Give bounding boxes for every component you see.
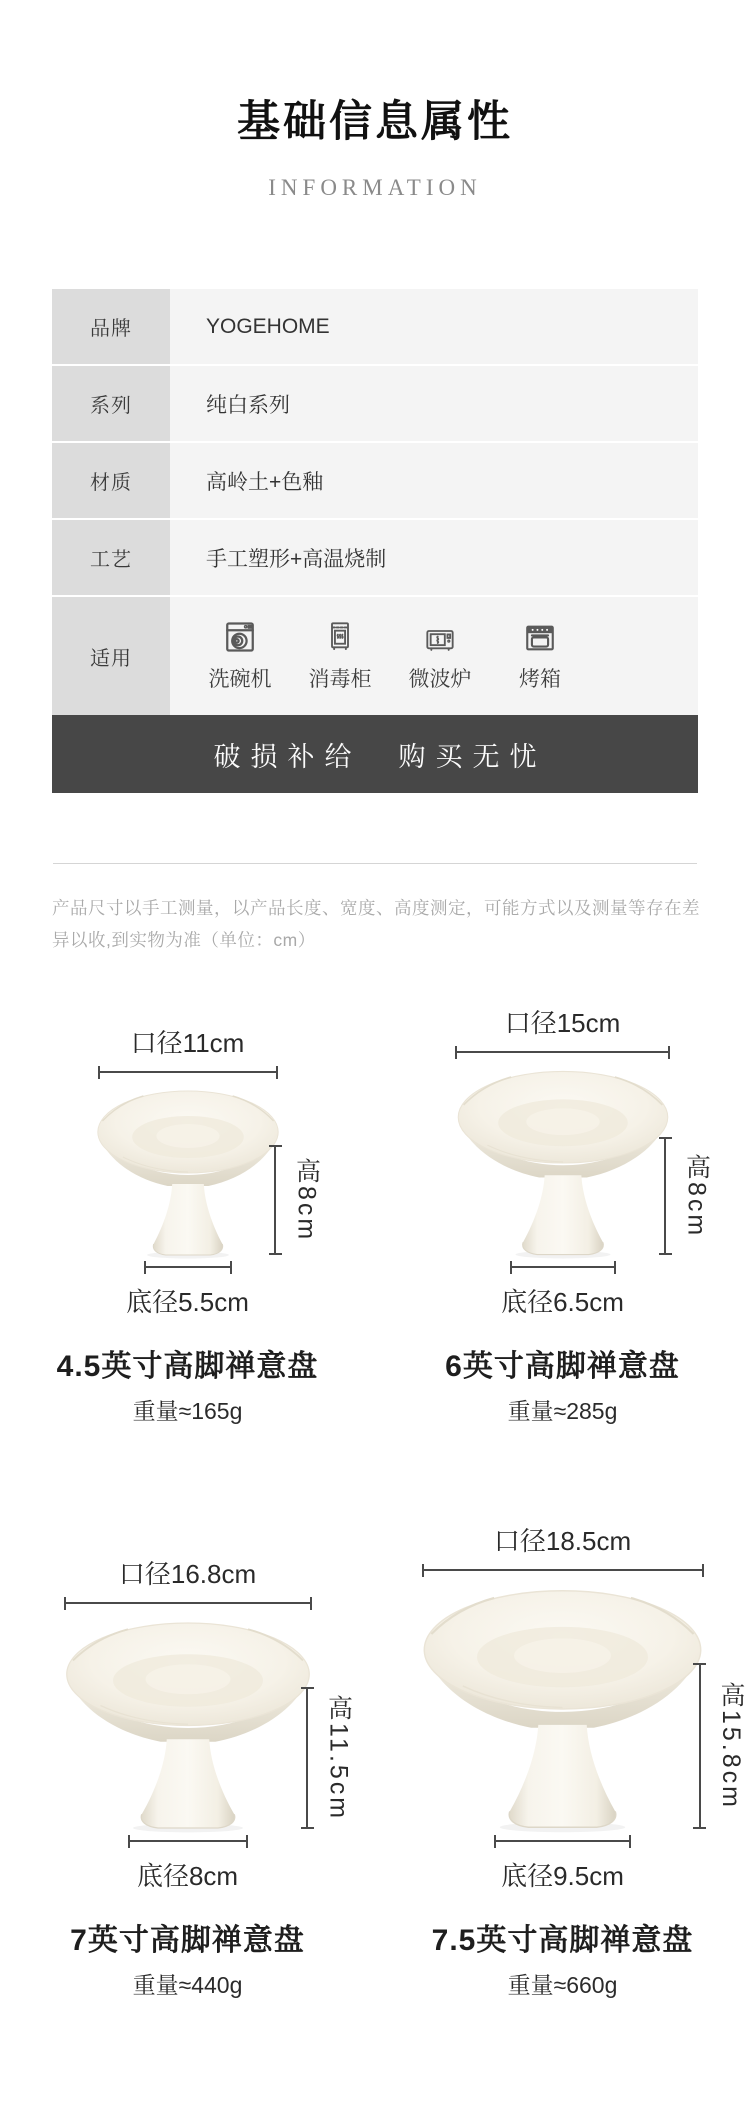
table-row-craft xyxy=(52,520,698,597)
product-name: 7.5英寸高脚禅意盘 xyxy=(431,1923,694,1957)
diameter-label: 口径18.5cm xyxy=(493,1525,632,1556)
applicable-item-oven xyxy=(506,619,574,693)
oven-icon xyxy=(521,619,559,655)
page-subtitle: INFORMATION xyxy=(268,175,482,200)
product-name: 4.5英寸高脚禅意盘 xyxy=(56,1349,319,1383)
product-weight: 重量≈660g xyxy=(507,1971,618,1998)
diameter-measure-line xyxy=(455,1046,670,1059)
row-label: 品牌 xyxy=(52,289,170,364)
product-weight: 重量≈165g xyxy=(132,1397,243,1424)
pedestal-plate-photo xyxy=(455,1067,671,1259)
height-measure-line xyxy=(269,1145,282,1255)
row-value: 纯白系列 xyxy=(170,366,698,441)
section-divider xyxy=(53,863,697,864)
pedestal-plate-photo xyxy=(95,1087,281,1259)
height-measure-line xyxy=(659,1137,672,1255)
product-card-7-5inch xyxy=(420,1521,745,2000)
applicable-label: 洗碗机 xyxy=(208,668,272,691)
height-dimension xyxy=(269,1145,325,1255)
section-header xyxy=(0,88,750,201)
applicable-item-sterilizer xyxy=(306,619,374,693)
diameter-measure-line xyxy=(64,1597,312,1610)
row-label: 系列 xyxy=(52,366,170,441)
applicable-item-dishwasher xyxy=(206,619,274,693)
base-label: 底径6.5cm xyxy=(501,1286,624,1317)
diameter-label: 口径11cm xyxy=(130,1027,245,1058)
row-label: 工艺 xyxy=(52,520,170,595)
pedestal-plate-photo xyxy=(63,1618,313,1833)
applicable-items xyxy=(170,597,698,715)
sterilizer-icon xyxy=(324,619,356,655)
base-label: 底径8cm xyxy=(136,1860,239,1891)
height-label: 高8cm xyxy=(682,1153,711,1238)
height-dimension xyxy=(659,1137,715,1255)
guarantee-banner: 破损补给 购买无忧 xyxy=(52,715,698,793)
dishwasher-icon xyxy=(222,619,258,655)
row-value: 高岭土+色釉 xyxy=(170,443,698,518)
base-measure-line xyxy=(510,1261,616,1274)
diameter-measure-line xyxy=(422,1564,704,1577)
base-measure-line xyxy=(494,1835,631,1848)
diameter-measure-line xyxy=(98,1066,278,1079)
height-dimension xyxy=(693,1663,749,1829)
product-card-6inch xyxy=(445,1003,711,1426)
row-label: 适用 xyxy=(52,597,170,715)
applicable-label: 微波炉 xyxy=(408,668,472,691)
diameter-label: 口径16.8cm xyxy=(118,1558,257,1589)
page-title: 基础信息属性 xyxy=(237,98,513,146)
applicable-label: 烤箱 xyxy=(519,668,561,691)
diameter-label: 口径15cm xyxy=(504,1007,621,1038)
microwave-icon xyxy=(420,619,460,655)
spec-table xyxy=(52,289,698,715)
product-card-4-5inch xyxy=(57,1023,319,1426)
height-label: 高11.5cm xyxy=(324,1694,353,1821)
applicable-label: 消毒柜 xyxy=(308,668,372,691)
base-label: 底径9.5cm xyxy=(501,1860,624,1891)
row-value: YOGEHOME xyxy=(170,289,698,364)
table-row-material xyxy=(52,443,698,520)
row-value: 手工塑形+高温烧制 xyxy=(170,520,698,595)
measurement-note: 产品尺寸以手工测量，以产品长度、宽度、高度测定，可能方式以及测量等存在差异以收,到实物为准（单位：cm） xyxy=(52,898,700,951)
height-measure-line xyxy=(693,1663,706,1829)
applicable-item-microwave xyxy=(406,619,474,693)
product-card-7inch xyxy=(63,1554,353,2000)
product-weight: 重量≈285g xyxy=(507,1397,618,1424)
base-label: 底径5.5cm xyxy=(126,1286,249,1317)
product-weight: 重量≈440g xyxy=(132,1971,243,1998)
height-label: 高15.8cm xyxy=(717,1681,745,1810)
base-measure-line xyxy=(144,1261,232,1274)
table-row-brand xyxy=(52,289,698,366)
product-name: 6英寸高脚禅意盘 xyxy=(445,1349,680,1383)
height-dimension xyxy=(301,1687,357,1829)
table-row-series xyxy=(52,366,698,443)
table-row-applicable xyxy=(52,597,698,715)
size-guide xyxy=(0,1003,750,2000)
height-measure-line xyxy=(301,1687,314,1829)
base-measure-line xyxy=(128,1835,248,1848)
row-label: 材质 xyxy=(52,443,170,518)
pedestal-plate-photo xyxy=(420,1585,705,1833)
height-label: 高8cm xyxy=(292,1157,321,1242)
product-name: 7英寸高脚禅意盘 xyxy=(70,1923,305,1957)
